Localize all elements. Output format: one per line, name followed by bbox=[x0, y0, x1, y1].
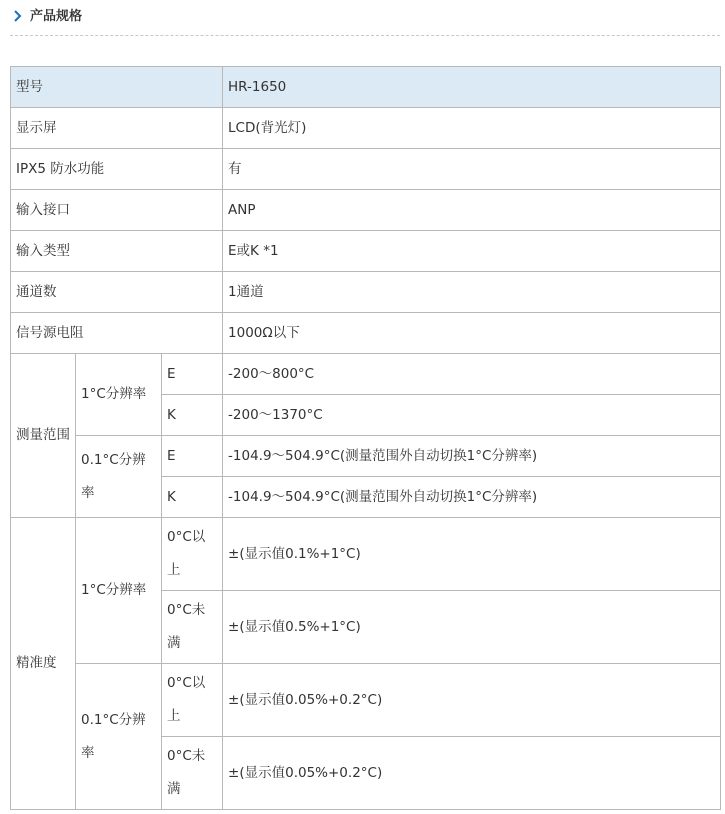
spec-value: HR-1650 bbox=[223, 67, 721, 108]
accuracy-condition: 0°C以上 bbox=[162, 518, 223, 591]
spec-value: 1通道 bbox=[223, 272, 721, 313]
table-row bbox=[11, 518, 721, 591]
accuracy-resolution: 1°C分辨率 bbox=[76, 518, 162, 664]
range-resolution: 1°C分辨率 bbox=[76, 354, 162, 436]
accuracy-value: ±(显示值0.05%+0.2°C) bbox=[223, 737, 721, 810]
range-value: -104.9～504.9°C(测量范围外自动切换1°C分辨率) bbox=[223, 436, 721, 477]
spec-label: 型号 bbox=[11, 67, 223, 108]
thermocouple-type: K bbox=[162, 395, 223, 436]
spec-label: 通道数 bbox=[11, 272, 223, 313]
table-row bbox=[11, 231, 721, 272]
spec-value: 有 bbox=[223, 149, 721, 190]
spec-value: ANP bbox=[223, 190, 721, 231]
spec-label: 显示屏 bbox=[11, 108, 223, 149]
accuracy-condition: 0°C未满 bbox=[162, 737, 223, 810]
accuracy-value: ±(显示值0.5%+1°C) bbox=[223, 591, 721, 664]
accuracy-resolution: 0.1°C分辨率 bbox=[76, 664, 162, 810]
table-row bbox=[11, 67, 721, 108]
table-row bbox=[11, 354, 721, 395]
section-header bbox=[10, 0, 720, 36]
range-value: -200～1370°C bbox=[223, 395, 721, 436]
range-value: -200～800°C bbox=[223, 354, 721, 395]
thermocouple-type: K bbox=[162, 477, 223, 518]
table-row bbox=[11, 149, 721, 190]
table-row bbox=[11, 436, 721, 477]
spec-label: 信号源电阻 bbox=[11, 313, 223, 354]
table-row bbox=[11, 664, 721, 737]
spec-label: IPX5 防水功能 bbox=[11, 149, 223, 190]
range-value: -104.9～504.9°C(测量范围外自动切换1°C分辨率) bbox=[223, 477, 721, 518]
spec-value: LCD(背光灯) bbox=[223, 108, 721, 149]
spec-value: E或K *1 bbox=[223, 231, 721, 272]
spec-label: 输入接口 bbox=[11, 190, 223, 231]
spec-label: 输入类型 bbox=[11, 231, 223, 272]
accuracy-condition: 0°C以上 bbox=[162, 664, 223, 737]
table-row bbox=[11, 108, 721, 149]
chevron-right-icon bbox=[12, 10, 24, 22]
accuracy-value: ±(显示值0.05%+0.2°C) bbox=[223, 664, 721, 737]
range-label: 测量范围 bbox=[11, 354, 76, 518]
thermocouple-type: E bbox=[162, 354, 223, 395]
range-resolution: 0.1°C分辨率 bbox=[76, 436, 162, 518]
accuracy-condition: 0°C未满 bbox=[162, 591, 223, 664]
section-title: 产品规格 bbox=[30, 9, 83, 24]
table-row bbox=[11, 313, 721, 354]
table-row bbox=[11, 190, 721, 231]
accuracy-label: 精准度 bbox=[11, 518, 76, 810]
thermocouple-type: E bbox=[162, 436, 223, 477]
accuracy-value: ±(显示值0.1%+1°C) bbox=[223, 518, 721, 591]
table-row bbox=[11, 272, 721, 313]
spec-table bbox=[10, 66, 721, 810]
spec-value: 1000Ω以下 bbox=[223, 313, 721, 354]
